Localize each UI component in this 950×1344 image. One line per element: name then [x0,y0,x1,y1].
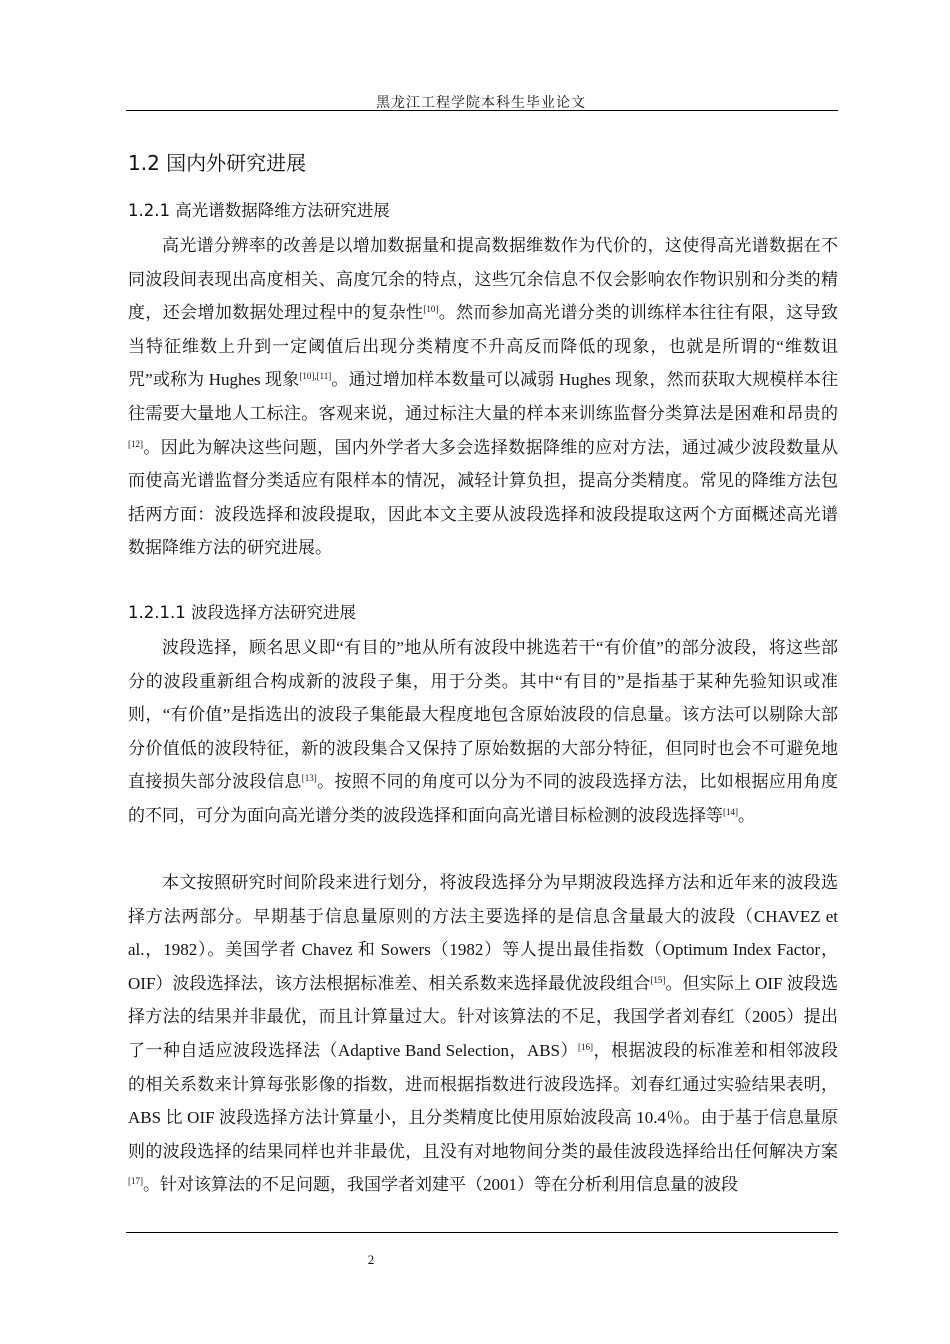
p2-text-1: 波段选择，顾名思义即“有目的”地从所有波段中挑选若干“有价值”的部分波段，将这些部分的波段重新组合构成新的波段子集，用于分类。其中“有目的”是指基于某种先验知识或准则，“有价值”是指选出的波段子集能最大程度地包含原始波段的信息量。该方法可以剔除大部分价值低的波段特征，新的波段集合又保持了原始数据的大部分特征，但同时也会不可避免地直接损失部分波段信息 [128,638,838,792]
subsubsection-heading: 1.2.1.1 波段选择方法研究进展 [128,603,356,622]
p3-text-4: 。针对该算法的不足问题，我国学者刘建平（2001）等在分析利用信息量的波段 [143,1175,738,1195]
footer-divider [126,1232,838,1233]
section-heading: 1.2 国内外研究进展 [128,151,307,175]
p1-text-1: 高光谱分辨率的改善是以增加数据量和提高数据维数作为代价的，这使得高光谱数据在不同波段间表现出高度相关、高度冗余的特点，这些冗余信息不仅会影响农作物识别和分类的精度，还会增加数据处理过程中的复杂性 [128,236,838,323]
page-number: 2 [367,1252,375,1267]
citation: [10],[11] [299,371,332,382]
citation: [12] [128,438,143,449]
subsection-heading: 1.2.1 高光谱数据降维方法研究进展 [128,201,390,220]
citation: [10] [423,304,439,315]
p3-text-3: ，根据波段的标准差和相邻波段的相关系数来计算每张影像的指数，进而根据指数进行波段选择。刘春红通过实验结果表明，ABS 比 OIF 波段选择方法计算量小，且分类精度比使用原始波段高 10.4％。由于基于信息量原则的波段选择的结果同样也并非最优，且没有对地物间分类的最佳波段选择给出任何解决方案 [128,1040,839,1161]
p2-text-3: 。 [738,805,755,825]
citation: [14] [723,806,738,817]
p3-text-1: 本文按照研究时间阶段来进行划分，将波段选择分为早期波段选择方法和近年来的波段选择方法两部分。早期基于信息量原则的方法主要选择的是信息含量最大的波段（CHAVEZ et al.，1982）。美国学者 Chavez 和 Sowers（1982）等人提出最佳指数（Optimum Index Factor，OIF）波段选择法，该方法根据标准差、相关系数来选择最优波段组合 [128,873,838,993]
p2-text-2: 。按照不同的角度可以分为不同的波段选择方法，比如根据应用角度的不同，可分为面向高光谱分类的波段选择和面向高光谱目标检测的波段选择等 [128,772,838,825]
running-header: 黑龙江工程学院本科生毕业论文 [376,95,586,111]
p1-text-4: 。因此为解决这些问题，国内外学者大多会选择数据降维的应对方法，通过减少波段数量从而使高光谱监督分类适应有限样本的情况，减轻计算负担，提高分类精度。常见的降维方法包括两方面：波段选择和波段提取，因此本文主要从波段选择和波段提取这两个方面概述高光谱数据降维方法的研究进展。 [128,437,838,558]
citation: [15] [650,974,666,985]
p1-text-2: 。然而参加高光谱分类的训练样本往往有限，这导致当特征维数上升到一定阈值后出现分类精度不升高反而降低的现象，也就是所谓的“维数诅咒”或称为 Hughes 现象 [128,303,838,390]
paragraph-1 [128,229,838,565]
paragraph-2 [128,631,838,833]
p3-text-2: 。但实际上 OIF 波段选择方法的结果并非最优，而且计算量过大。针对该算法的不足，我国学者刘春红（2005）提出了一种自适应波段选择法（Adaptive Band Selection，ABS） [128,973,838,1060]
header-divider [126,110,838,111]
paragraph-3 [128,866,838,1202]
citation: [16] [578,1041,594,1052]
citation: [17] [128,1176,143,1187]
p1-text-3: 。通过增加样本数量可以减弱 Hughes 现象，然而获取大规模样本往往需要大量地人工标注。客观来说，通过标注大量的样本来训练监督分类算法是困难和昂贵的 [128,370,839,423]
citation: [13] [301,773,317,784]
